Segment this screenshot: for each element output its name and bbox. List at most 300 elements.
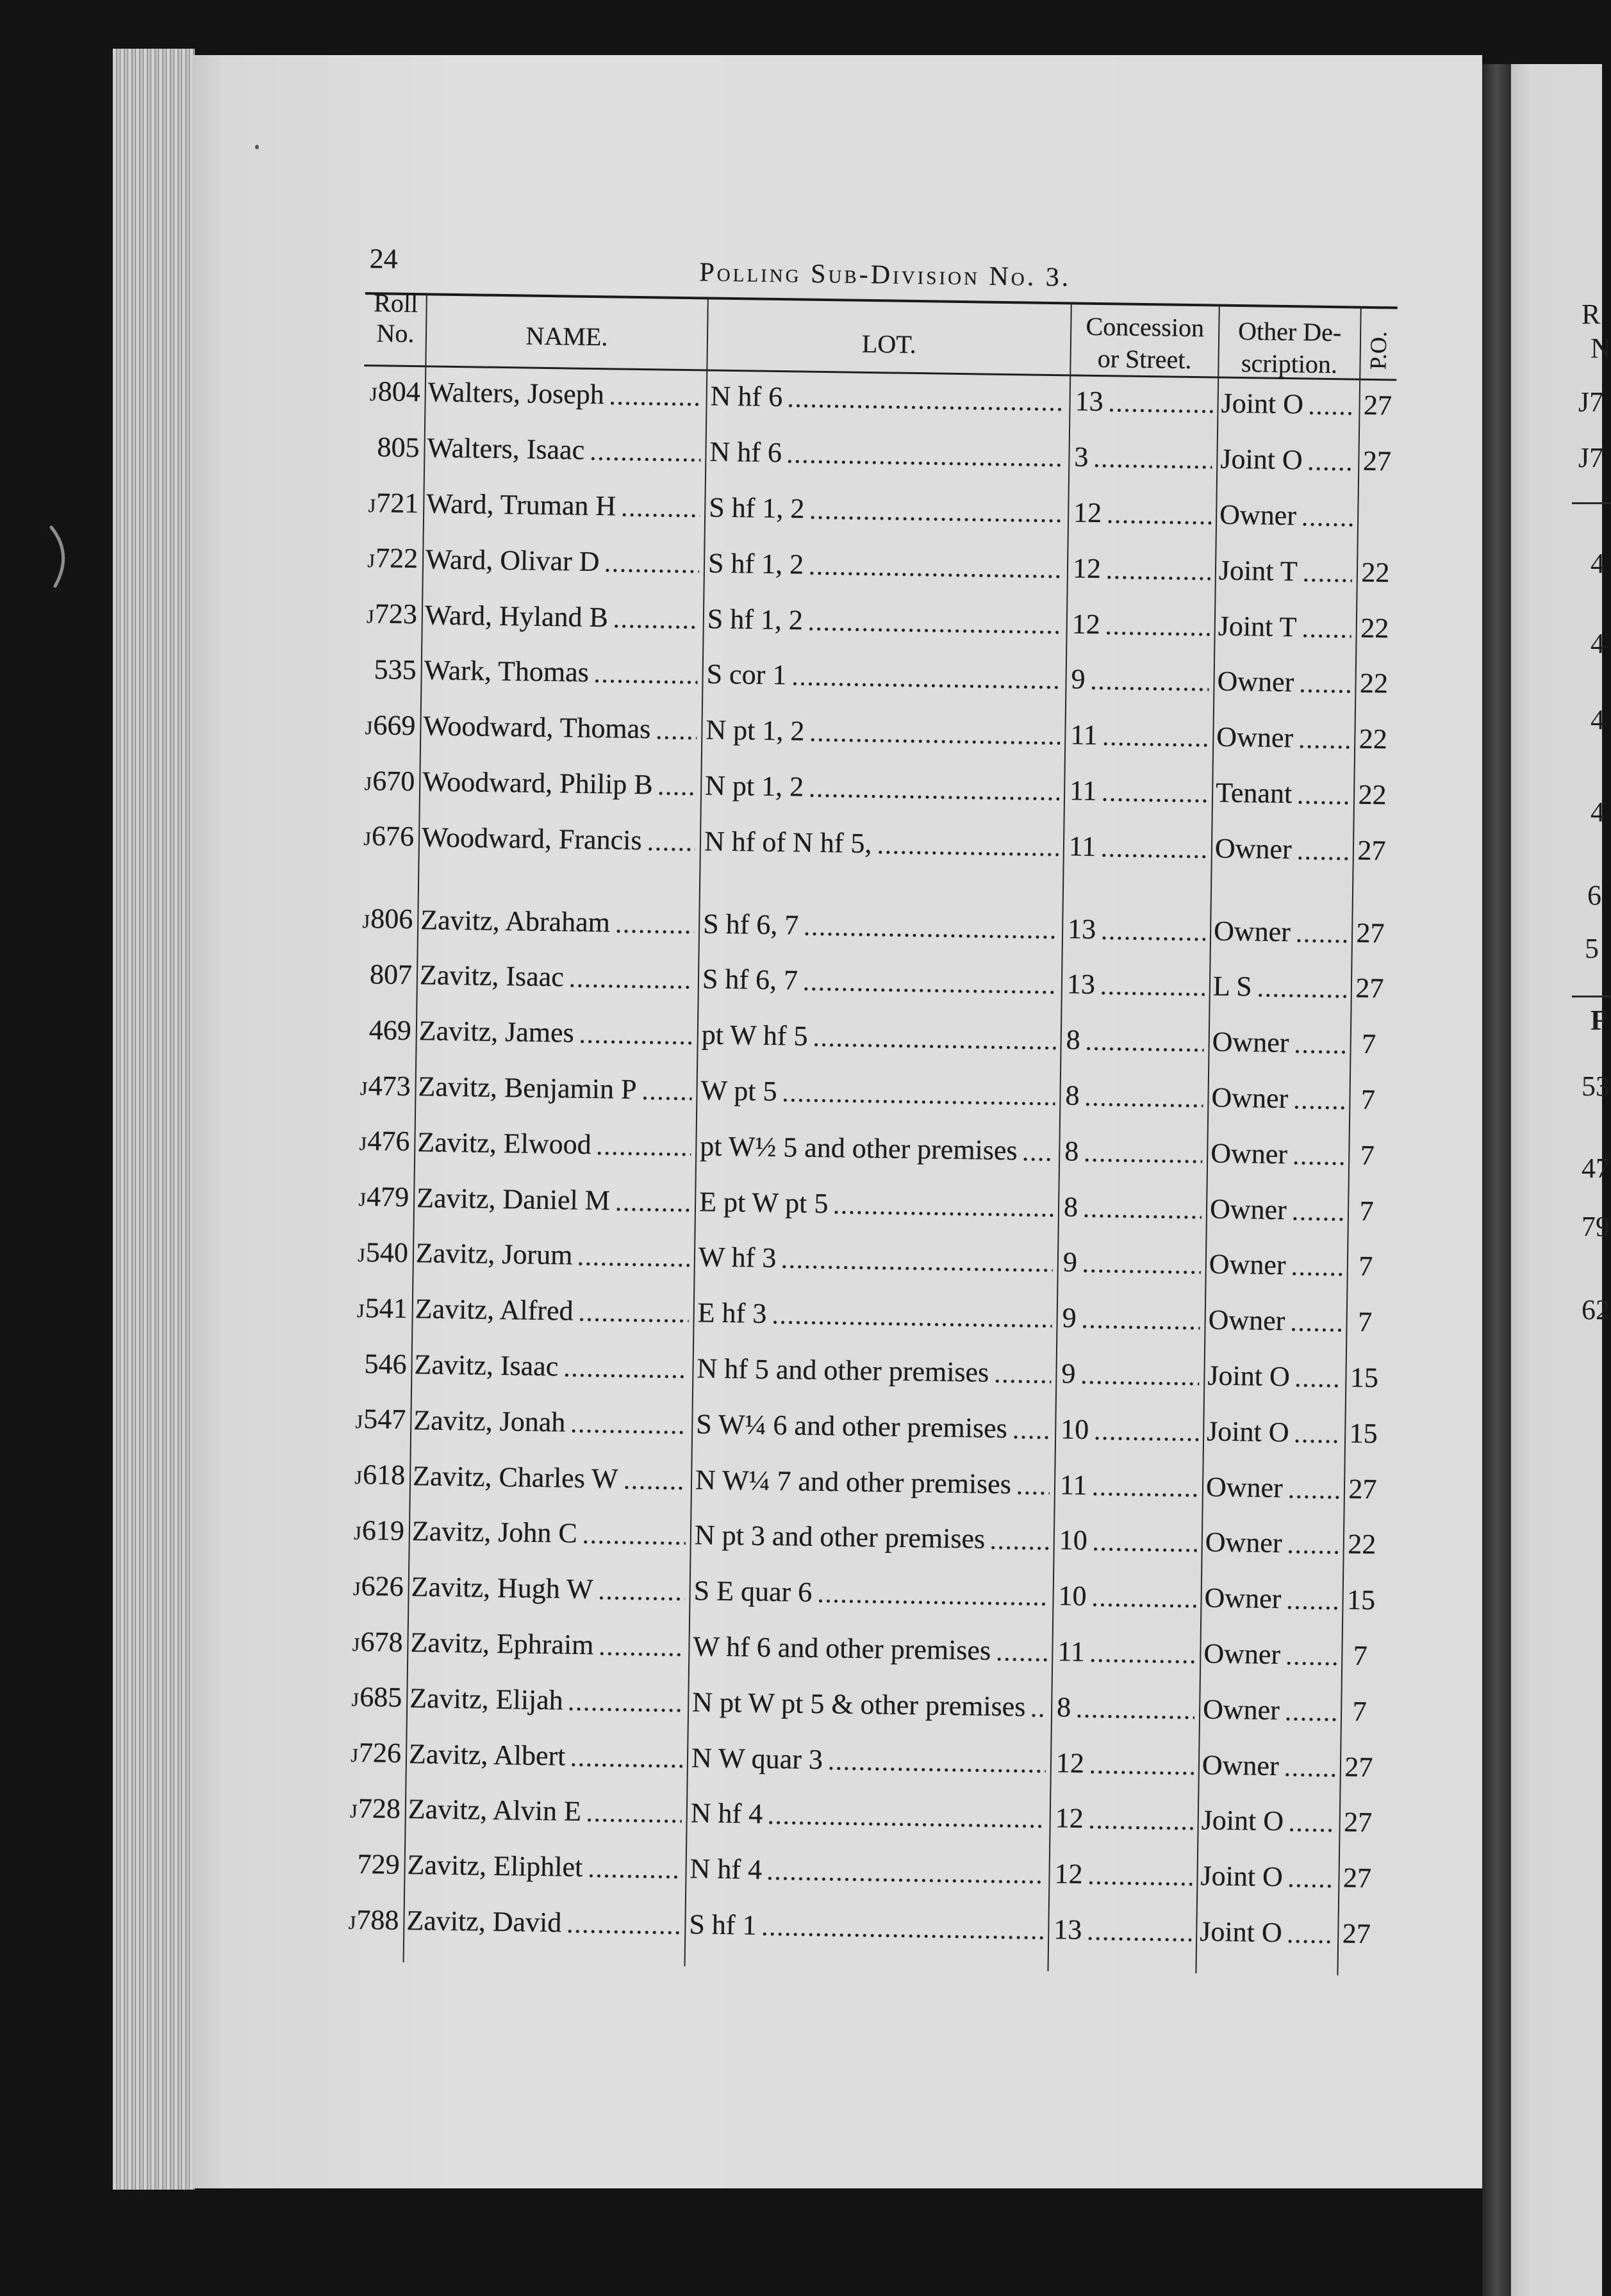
dot-leader <box>1088 1937 1191 1942</box>
page-title: Polling Sub-Division No. 3. <box>699 258 1071 293</box>
dot-leader <box>1090 1825 1193 1830</box>
po-cell <box>1351 961 1388 1017</box>
dot-leader <box>606 568 699 573</box>
ownership-description: Owner <box>1203 1637 1281 1671</box>
roll-mark: J <box>352 1634 360 1655</box>
ownership-description: L S <box>1212 970 1252 1003</box>
name-cell <box>424 476 706 536</box>
voter-name: Zavitz, Isaac <box>414 1349 559 1382</box>
page-edge-stack <box>113 49 195 2190</box>
lot-description: E pt W pt 5 <box>698 1185 829 1219</box>
header-concession: Concession <box>1086 311 1205 343</box>
dot-leader <box>595 679 698 684</box>
header-post-office <box>1360 331 1398 370</box>
concession-number: 9 <box>1062 1302 1077 1334</box>
dot-leader <box>1102 853 1207 858</box>
description-cell <box>1212 765 1355 823</box>
description-cell <box>1198 1737 1341 1795</box>
roll-number: 804 <box>377 375 421 408</box>
header-roll: Roll <box>373 288 418 318</box>
dot-leader <box>1303 522 1353 527</box>
entry-group <box>342 891 1389 1962</box>
lot-description: S cor 1 <box>706 658 787 691</box>
concession-cell <box>1068 485 1217 543</box>
post-office-number: 15 <box>1350 1361 1379 1394</box>
roll-number: 670 <box>372 764 415 797</box>
description-cell <box>1211 821 1353 878</box>
concession-cell <box>1066 596 1215 654</box>
post-office-number: 22 <box>1360 612 1389 644</box>
po-cell <box>1359 433 1396 489</box>
dot-leader <box>1104 742 1209 747</box>
dot-leader <box>1300 745 1350 750</box>
roll-number: 807 <box>369 958 413 991</box>
lot-description: S hf 1, 2 <box>707 547 804 580</box>
facing-page-fragment: 4 <box>1590 628 1605 659</box>
post-office-number: 27 <box>1343 1806 1373 1839</box>
concession-number: 8 <box>1056 1691 1071 1723</box>
roll-number: 806 <box>370 903 413 935</box>
post-office-number: 27 <box>1355 972 1384 1004</box>
roll-cell <box>347 1503 409 1559</box>
dot-leader <box>1288 1550 1338 1555</box>
po-cell <box>1343 1516 1380 1573</box>
name-cell <box>418 892 700 951</box>
roll-mark: J <box>358 1244 366 1267</box>
dot-leader <box>588 1818 682 1823</box>
concession-cell <box>1048 1902 1197 1960</box>
name-cell <box>408 1559 690 1619</box>
roll-number: 626 <box>361 1570 404 1602</box>
dot-leader <box>1290 1828 1335 1833</box>
lot-cell <box>689 1619 1053 1680</box>
lot-description: pt W½ 5 and other premises <box>700 1130 1018 1167</box>
facing-page-fragment: R <box>1582 299 1601 330</box>
roll-number: 788 <box>356 1903 399 1936</box>
voter-name: Zavitz, Abraham <box>420 903 611 938</box>
dot-leader <box>579 1318 688 1323</box>
concession-cell <box>1069 429 1218 487</box>
lot-cell <box>685 1897 1049 1958</box>
concession-cell <box>1052 1679 1200 1737</box>
dot-leader <box>1102 991 1205 996</box>
dot-leader <box>1032 1713 1046 1717</box>
lot-cell <box>691 1452 1055 1513</box>
ownership-description: Owner <box>1213 915 1291 947</box>
dot-leader <box>565 1373 688 1379</box>
dot-leader <box>814 1043 1055 1050</box>
roll-mark: J <box>359 1078 368 1099</box>
description-cell <box>1196 1904 1339 1962</box>
concession-number: 12 <box>1071 608 1101 640</box>
concession-number: 11 <box>1059 1468 1087 1501</box>
scan-artifact <box>38 522 83 593</box>
name-cell <box>421 643 703 702</box>
voter-name: Woodward, Philip B <box>422 766 654 801</box>
roll-number: 728 <box>358 1792 401 1824</box>
concession-number: 9 <box>1062 1246 1078 1278</box>
description-cell <box>1208 1070 1350 1128</box>
roll-mark: J <box>358 1189 367 1211</box>
dot-leader <box>1293 1217 1343 1221</box>
roll-mark: J <box>364 773 372 794</box>
lot-description: N W¼ 7 and other premises <box>695 1463 1012 1500</box>
dot-leader <box>769 1821 1045 1828</box>
lot-description: N hf 6 <box>710 380 783 413</box>
concession-number: 11 <box>1070 719 1098 751</box>
roll-number: 678 <box>360 1625 403 1658</box>
lot-description: N hf 4 <box>690 1797 763 1830</box>
concession-number: 8 <box>1064 1135 1079 1167</box>
name-cell <box>417 947 698 1007</box>
ownership-description: Joint T <box>1218 554 1298 587</box>
concession-cell <box>1057 1290 1205 1348</box>
roll-mark: J <box>352 1578 361 1600</box>
lot-cell <box>690 1507 1054 1568</box>
concession-number: 10 <box>1059 1524 1088 1557</box>
dot-leader <box>572 1762 682 1767</box>
roll-cell <box>347 1559 409 1615</box>
concession-number: 12 <box>1055 1746 1085 1779</box>
description-cell <box>1202 1459 1344 1517</box>
dot-leader <box>793 682 1061 690</box>
dot-leader <box>1082 1381 1199 1386</box>
roll-cell <box>359 642 422 698</box>
roll-number: 685 <box>359 1681 402 1714</box>
header-other-description-cont: scription. <box>1241 348 1338 379</box>
name-cell <box>418 810 700 869</box>
post-office-number: 22 <box>1359 723 1388 755</box>
name-cell <box>411 1337 693 1397</box>
roll-cell <box>343 1781 406 1837</box>
po-cell <box>1355 656 1392 712</box>
dot-leader <box>1085 1158 1202 1164</box>
voter-name: Zavitz, Alvin E <box>408 1793 582 1828</box>
lot-description: W pt 5 <box>700 1074 777 1108</box>
ownership-description: Owner <box>1216 721 1294 754</box>
voter-name: Woodward, Francis <box>421 821 642 856</box>
roll-cell <box>351 1225 413 1281</box>
post-office-number: 27 <box>1342 1862 1372 1894</box>
description-cell <box>1205 1292 1347 1350</box>
lot-cell <box>693 1285 1057 1346</box>
header-concession-street: or Street. <box>1097 343 1192 375</box>
roll-number: 676 <box>371 820 415 853</box>
roll-number: 805 <box>377 431 420 463</box>
roll-mark: J <box>365 717 373 739</box>
post-office-number: 27 <box>1357 834 1386 867</box>
roll-number: 721 <box>376 486 419 519</box>
roll-mark: J <box>369 384 377 406</box>
roll-number: 473 <box>368 1069 411 1102</box>
voter-name: Zavitz, Elwood <box>417 1126 592 1160</box>
concession-cell <box>1053 1513 1202 1570</box>
po-cell <box>1350 1016 1387 1072</box>
roll-mark: J <box>356 1300 365 1322</box>
roll-number: 726 <box>358 1737 402 1769</box>
dot-leader <box>773 1320 1052 1328</box>
ownership-description: Joint T <box>1218 610 1297 643</box>
voter-name: Zavitz, Jorum <box>415 1237 573 1271</box>
lot-description: N hf of N hf 5, <box>704 825 872 859</box>
concession-cell <box>1064 763 1213 821</box>
dot-leader <box>1093 1492 1198 1497</box>
voters-list-page <box>342 243 1398 1981</box>
roll-number: 722 <box>375 542 418 575</box>
post-office-number: 15 <box>1346 1584 1376 1616</box>
dot-leader <box>1094 1547 1197 1552</box>
dot-leader <box>570 984 693 990</box>
lot-description: N hf 4 <box>690 1853 763 1885</box>
header-post-office-label: P.O. <box>1365 331 1392 370</box>
concession-cell <box>1055 1402 1204 1459</box>
dot-leader <box>878 850 1059 857</box>
dot-leader <box>1107 575 1210 580</box>
roll-cell <box>363 420 425 476</box>
dot-leader <box>818 1599 1048 1606</box>
voter-name: Zavitz, Hugh W <box>411 1571 593 1605</box>
dot-leader <box>622 513 700 518</box>
lot-description: S hf 6, 7 <box>702 908 799 941</box>
concession-number: 3 <box>1074 441 1089 473</box>
roll-cell <box>346 1614 408 1670</box>
lot-cell <box>697 1007 1061 1068</box>
post-office-number: 27 <box>1356 917 1385 949</box>
lot-description: S hf 1 <box>689 1908 757 1941</box>
concession-cell <box>1060 1068 1209 1126</box>
facing-page-rule <box>1572 502 1610 504</box>
dot-leader <box>568 1930 680 1935</box>
dot-leader <box>810 571 1062 578</box>
roll-mark: J <box>351 1745 359 1767</box>
name-cell <box>422 587 704 646</box>
dot-leader <box>624 1485 686 1489</box>
name-cell <box>414 1170 696 1229</box>
concession-number: 11 <box>1068 830 1096 862</box>
header-roll-no: No. <box>376 318 415 348</box>
post-office-number: 7 <box>1360 1139 1375 1171</box>
facing-page-fragment: J7 <box>1578 442 1604 473</box>
dot-leader <box>589 1874 681 1879</box>
dot-leader <box>1303 578 1351 582</box>
lot-cell <box>696 1119 1060 1179</box>
dot-leader <box>1296 1383 1341 1388</box>
roll-cell <box>363 364 425 420</box>
voter-name: Ward, Truman H <box>426 488 616 522</box>
dot-leader <box>1298 856 1348 860</box>
post-office-number: 27 <box>1363 390 1392 422</box>
dot-leader <box>616 929 694 934</box>
voter-name: Zavitz, Charles W <box>412 1459 618 1495</box>
post-office-number: 22 <box>1361 556 1390 589</box>
dot-leader <box>1093 1603 1196 1608</box>
ownership-description: Tenant <box>1215 776 1293 810</box>
dot-leader <box>1288 1939 1333 1944</box>
description-cell <box>1214 598 1357 656</box>
dot-leader <box>763 1932 1043 1940</box>
po-cell <box>1341 1684 1378 1740</box>
dot-leader <box>1298 800 1349 805</box>
name-cell <box>413 1226 695 1285</box>
po-cell <box>1348 1183 1385 1240</box>
dot-leader <box>648 847 695 851</box>
po-cell <box>1349 1128 1386 1184</box>
ownership-description: Owner <box>1212 1026 1289 1059</box>
concession-number: 9 <box>1061 1357 1076 1390</box>
po-cell <box>1352 905 1389 962</box>
dot-leader <box>1091 1659 1196 1664</box>
page-number: 24 <box>369 243 399 275</box>
lot-cell <box>701 758 1065 819</box>
dot-leader <box>1287 1661 1337 1666</box>
dot-leader <box>1089 1881 1192 1886</box>
dot-leader <box>1295 1439 1340 1443</box>
concession-number: 9 <box>1071 663 1086 696</box>
roll-mark: J <box>368 495 376 516</box>
lot-cell <box>690 1563 1053 1624</box>
dot-leader <box>1258 994 1346 999</box>
concession-number: 8 <box>1063 1190 1078 1223</box>
dot-leader <box>1289 1495 1339 1499</box>
lot-cell <box>706 424 1070 485</box>
lot-description: N hf 5 and other premises <box>697 1352 989 1388</box>
roll-mark: J <box>349 1800 358 1822</box>
lot-cell <box>692 1397 1056 1457</box>
concession-cell <box>1049 1846 1198 1904</box>
roll-number: 546 <box>364 1347 407 1380</box>
concession-number: 11 <box>1069 775 1097 807</box>
roll-cell <box>344 1725 406 1782</box>
dot-leader <box>1087 1047 1204 1053</box>
description-cell <box>1206 1181 1348 1239</box>
po-cell <box>1340 1739 1377 1796</box>
lot-cell <box>698 951 1062 1012</box>
roll-cell <box>360 586 422 643</box>
roll-number: 723 <box>374 598 418 630</box>
facing-page-rule <box>1572 996 1610 997</box>
facing-page-fragment: 5 <box>1585 933 1599 964</box>
post-office-number: 7 <box>1360 1083 1376 1116</box>
dot-leader <box>579 1262 690 1267</box>
name-cell <box>411 1393 693 1452</box>
roll-cell <box>362 475 424 532</box>
description-cell <box>1209 958 1351 1016</box>
name-cell <box>424 420 706 480</box>
dot-leader <box>1291 1327 1341 1332</box>
dot-leader <box>1295 1050 1345 1054</box>
dot-leader <box>611 402 702 407</box>
header-name: NAME. <box>525 321 608 352</box>
name-cell <box>420 754 702 814</box>
roll-cell <box>343 1836 405 1892</box>
roll-cell <box>352 1169 415 1226</box>
concession-cell <box>1065 707 1214 765</box>
name-cell <box>406 1726 688 1785</box>
name-cell <box>425 365 707 424</box>
concession-number: 8 <box>1066 1024 1081 1056</box>
dot-leader <box>1292 1272 1342 1277</box>
roll-cell <box>350 1336 412 1392</box>
concession-number: 13 <box>1067 912 1096 945</box>
roll-cell <box>349 1391 411 1448</box>
roll-number: 479 <box>366 1181 409 1213</box>
roll-mark: J <box>363 828 372 850</box>
roll-number: 540 <box>365 1236 409 1269</box>
roll-cell <box>351 1281 413 1337</box>
dot-leader <box>570 1707 684 1712</box>
dot-leader <box>1102 936 1205 941</box>
lot-cell <box>694 1229 1058 1290</box>
dot-leader <box>584 1540 686 1545</box>
po-cell <box>1359 378 1396 434</box>
voter-name: Zavitz, Isaac <box>419 959 565 993</box>
roll-cell <box>349 1447 411 1504</box>
concession-cell <box>1056 1346 1205 1404</box>
roll-number: 729 <box>357 1848 401 1880</box>
voter-name: Walters, Isaac <box>427 432 585 466</box>
ownership-description: Owner <box>1217 665 1294 698</box>
dot-leader <box>659 791 696 796</box>
dot-leader <box>995 1379 1051 1384</box>
roll-number: 469 <box>368 1013 412 1046</box>
dot-leader <box>1018 1491 1050 1495</box>
dot-leader <box>615 624 698 629</box>
description-cell <box>1202 1514 1344 1572</box>
dot-leader <box>599 1596 684 1601</box>
roll-cell <box>359 698 421 754</box>
dot-leader <box>1289 1883 1334 1888</box>
post-office-number: 7 <box>1361 1028 1376 1060</box>
dot-leader <box>1294 1161 1344 1165</box>
description-cell <box>1218 376 1360 434</box>
description-cell <box>1203 1404 1346 1461</box>
roll-cell <box>357 808 419 865</box>
ownership-description: Owner <box>1214 832 1293 865</box>
lot-description: N W quar 3 <box>691 1741 823 1775</box>
description-cell <box>1200 1626 1342 1684</box>
name-cell <box>415 1059 697 1119</box>
post-office-number: 27 <box>1348 1473 1377 1505</box>
ownership-description: Owner <box>1219 498 1297 532</box>
concession-cell <box>1066 652 1214 709</box>
description-cell <box>1207 1126 1350 1183</box>
description-cell <box>1205 1236 1348 1294</box>
ownership-description: Joint O <box>1199 1915 1283 1949</box>
dot-leader <box>1086 1103 1203 1108</box>
voter-name: Walters, Joseph <box>427 376 605 411</box>
header-other-description: Other De- <box>1237 316 1342 347</box>
po-cell <box>1347 1239 1384 1295</box>
dot-leader <box>810 794 1059 801</box>
ownership-description: Owner <box>1209 1248 1286 1281</box>
concession-cell <box>1054 1457 1203 1514</box>
post-office-number: 7 <box>1352 1695 1367 1727</box>
post-office-number: 15 <box>1349 1417 1378 1449</box>
description-cell <box>1197 1848 1339 1906</box>
dot-leader <box>789 404 1065 412</box>
po-cell <box>1356 600 1393 657</box>
voter-name: Zavitz, Elijah <box>409 1682 564 1716</box>
name-cell <box>408 1615 690 1675</box>
dot-leader <box>809 627 1062 634</box>
roll-cell <box>342 1892 404 1948</box>
dot-leader <box>1109 409 1212 414</box>
concession-number: 12 <box>1055 1802 1084 1835</box>
po-cell <box>1346 1294 1384 1350</box>
dot-leader <box>783 1098 1055 1106</box>
facing-page-fragment: N <box>1590 332 1611 364</box>
roll-mark: J <box>366 606 375 628</box>
